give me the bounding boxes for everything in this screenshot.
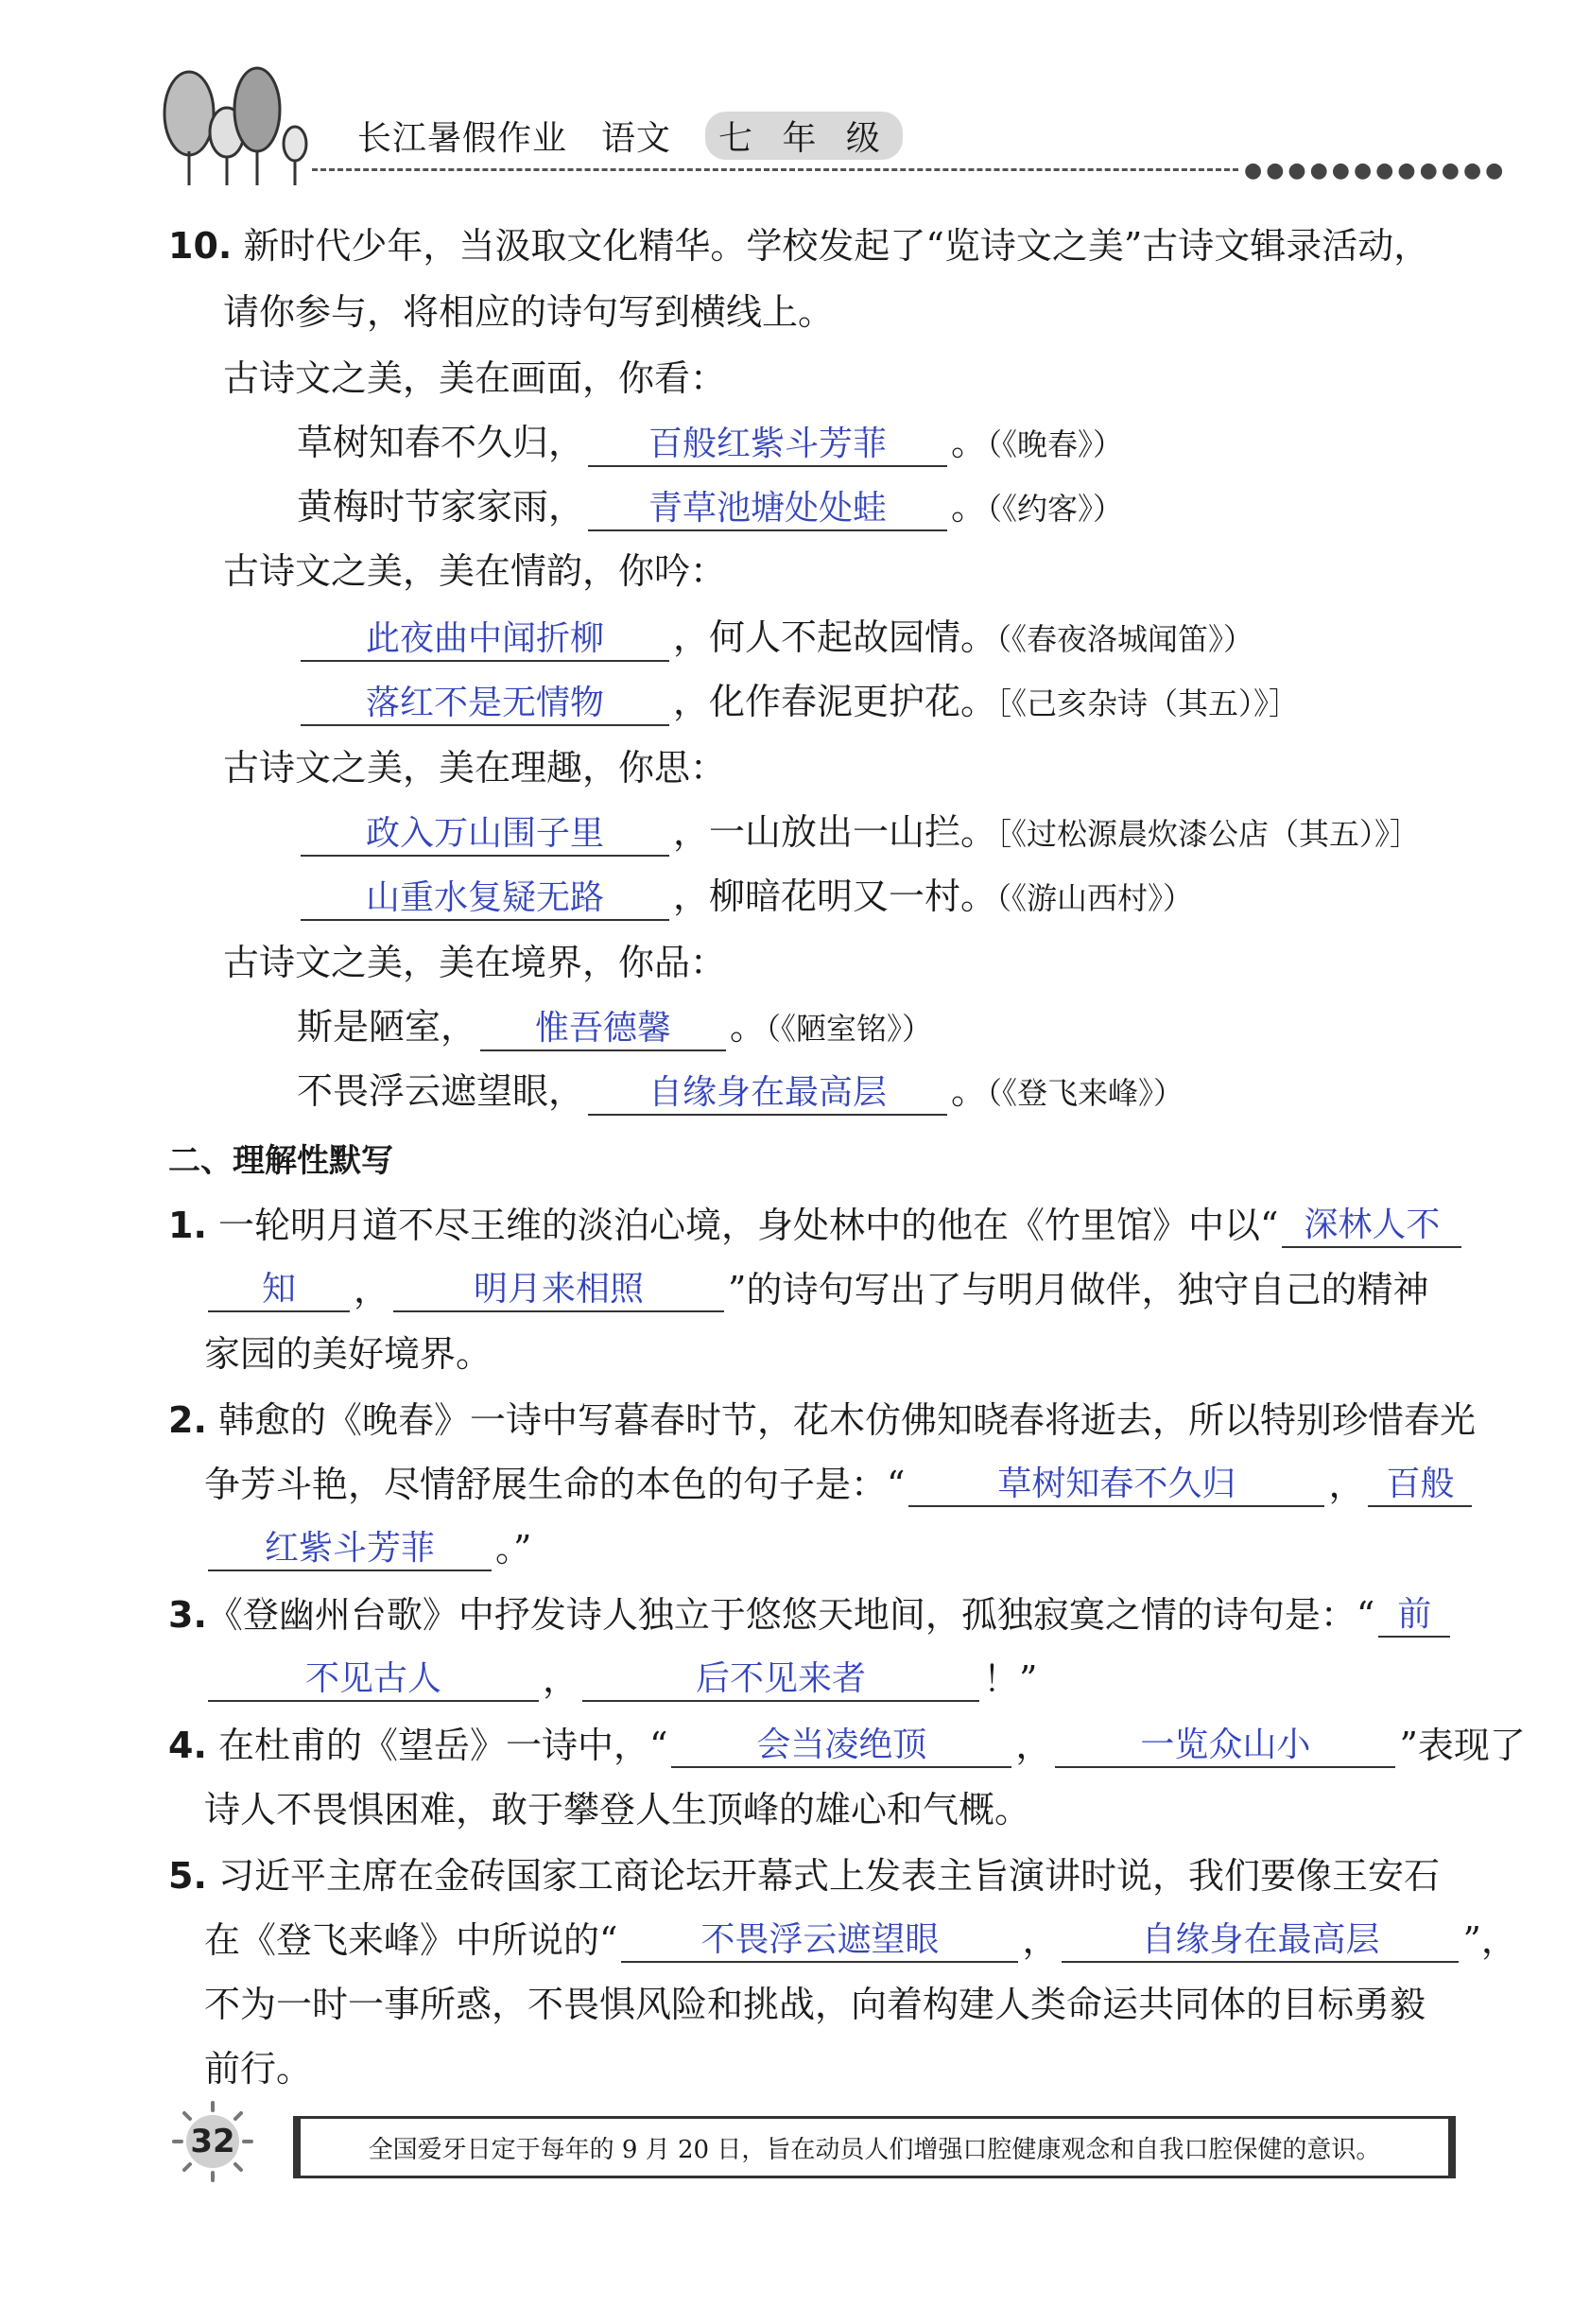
answer-blank[interactable]: 不畏浮云遮望眼 <box>621 1919 1018 1963</box>
section-title: 二、理解性默写 <box>168 1142 393 1180</box>
header-title <box>357 112 937 160</box>
answer-blank[interactable]: 落红不是无情物 <box>301 683 669 726</box>
g2-line-b: 落红不是无情物 ，化作春泥更护花。［《己亥杂诗（其五）》］ <box>297 679 1299 726</box>
group2-heading: 古诗文之美，美在情韵，你吟： <box>223 550 727 592</box>
q1-line3: 家园的美好境界。 <box>204 1333 493 1375</box>
answer-blank[interactable]: 会当凌绝顶 <box>671 1725 1011 1768</box>
q2-line3: 红紫斗芳菲 。” <box>204 1526 531 1571</box>
g3-line-b: 山重水复疑无路 ，柳暗花明又一村。（《游山西村》） <box>297 874 1193 921</box>
g1-line-a: 草树知春不久归， 百般红紫斗芳菲 。（《晚春》） <box>297 420 1123 467</box>
grade-badge: 七 年 级 <box>705 112 903 160</box>
q3-line1: 3.《登幽州台歌》中抒发诗人独立于悠悠天地间，孤独寂寞之情的诗句是：“ 前 <box>168 1592 1454 1638</box>
answer-blank[interactable]: 自缘身在最高层 <box>588 1072 947 1116</box>
q2-line2: 争芳斗艳，尽情舒展生命的本色的句子是：“ 草树知春不久归 ， 百般 <box>204 1462 1476 1507</box>
g3-line-a: 政入万山围子里 ，一山放出一山拦。［《过松源晨炊漆公店（其五）》］ <box>297 809 1420 857</box>
q4-line1: 4. 在杜甫的《望岳》一诗中，“ 会当凌绝顶 ， 一览众山小 ”表现了 <box>168 1725 1526 1766</box>
answer-blank[interactable]: 惟吾德馨 <box>480 1008 726 1051</box>
q2-line1: 2. 韩愈的《晚春》一诗中写暮春时节，花木仿佛知晓春将逝去，所以特别珍惜春光 <box>168 1399 1476 1441</box>
g1-line-b: 黄梅时节家家雨， 青草池塘处处蛙 。（《约客》） <box>297 484 1123 531</box>
answer-blank[interactable]: 山重水复疑无路 <box>301 877 669 921</box>
answer-blank[interactable]: 自缘身在最高层 <box>1062 1919 1459 1963</box>
trees-logo <box>161 57 312 189</box>
answer-blank[interactable]: 此夜曲中闻折柳 <box>301 618 669 662</box>
group4-heading: 古诗文之美，美在境界，你品： <box>223 942 727 983</box>
answer-blank[interactable]: 草树知春不久归 <box>908 1464 1324 1507</box>
q5-line3: 不为一时一事所惑，不畏惧风险和挑战，向着构建人类命运共同体的目标勇毅 <box>204 1984 1426 2025</box>
g4-line-b: 不畏浮云遮望眼， 自缘身在最高层 。（《登飞来峰》） <box>297 1068 1184 1116</box>
footer-tip <box>293 2116 1456 2178</box>
q5-line4: 前行。 <box>204 2048 313 2090</box>
q5-line2: 在《登飞来峰》中所说的“ 不畏浮云遮望眼 ， 自缘身在最高层 ”， <box>204 1919 1517 1961</box>
q1-line2: 知 ， 明月来相照 ”的诗句写出了与明月做伴，独守自己的精神 <box>204 1267 1428 1312</box>
g2-line-a: 此夜曲中闻折柳 ，何人不起故园情。（《春夜洛城闻笛》） <box>297 615 1253 662</box>
q4-line2: 诗人不畏惧困难，敢于攀登人生顶峰的雄心和气概。 <box>204 1789 1031 1830</box>
answer-blank[interactable]: 红紫斗芳菲 <box>208 1528 492 1571</box>
answer-blank[interactable]: 青草池塘处处蛙 <box>588 488 947 531</box>
q1-line1: 1. 一轮明月道不尽王维的淡泊心境，身处林中的他在《竹里馆》中以“ 深林人不 <box>168 1203 1465 1248</box>
q10-line1: 10. 新时代少年，当汲取文化精华。学校发起了“览诗文之美”古诗文辑录活动， <box>168 225 1430 267</box>
q5-line1: 5. 习近平主席在金砖国家工商论坛开幕式上发表主旨演讲时说，我们要像王安石 <box>168 1855 1440 1897</box>
answer-blank[interactable]: 不见古人 <box>208 1658 539 1702</box>
answer-blank[interactable]: 明月来相照 <box>393 1269 724 1312</box>
book-title: 长江暑假作业 <box>357 119 568 158</box>
page-number: 32 <box>190 2123 235 2160</box>
header-divider <box>312 168 1238 171</box>
answer-blank[interactable]: 前 <box>1378 1594 1450 1638</box>
answer-blank[interactable]: 知 <box>208 1269 350 1312</box>
answer-blank[interactable]: 政入万山围子里 <box>301 813 669 857</box>
q10-line2: 请你参与，将相应的诗句写到横线上。 <box>223 291 835 333</box>
q10-number: 10. <box>168 225 233 267</box>
answer-blank[interactable]: 后不见来者 <box>582 1658 979 1702</box>
subject-label: 语文 <box>601 119 672 158</box>
group1-heading: 古诗文之美，美在画面，你看： <box>223 357 727 399</box>
answer-blank[interactable]: 百般 <box>1368 1464 1472 1507</box>
q3-line2: 不见古人 ， 后不见来者 ！” <box>204 1656 1037 1702</box>
group3-heading: 古诗文之美，美在理趣，你思： <box>223 747 727 789</box>
answer-blank[interactable]: 百般红紫斗芳菲 <box>588 424 947 467</box>
g4-line-a: 斯是陋室， 惟吾德馨 。（《陋室铭》） <box>297 1004 932 1051</box>
footer-tip-text: 全国爱牙日定于每年的 9 月 20 日，旨在动员人们增强口腔健康观念和自我口腔保健的意识。 <box>368 2135 1381 2164</box>
answer-blank[interactable]: 一览众山小 <box>1055 1725 1395 1768</box>
header-dots: ●●●●●●●●●●●● <box>1244 159 1508 182</box>
answer-blank[interactable]: 深林人不 <box>1282 1205 1461 1248</box>
